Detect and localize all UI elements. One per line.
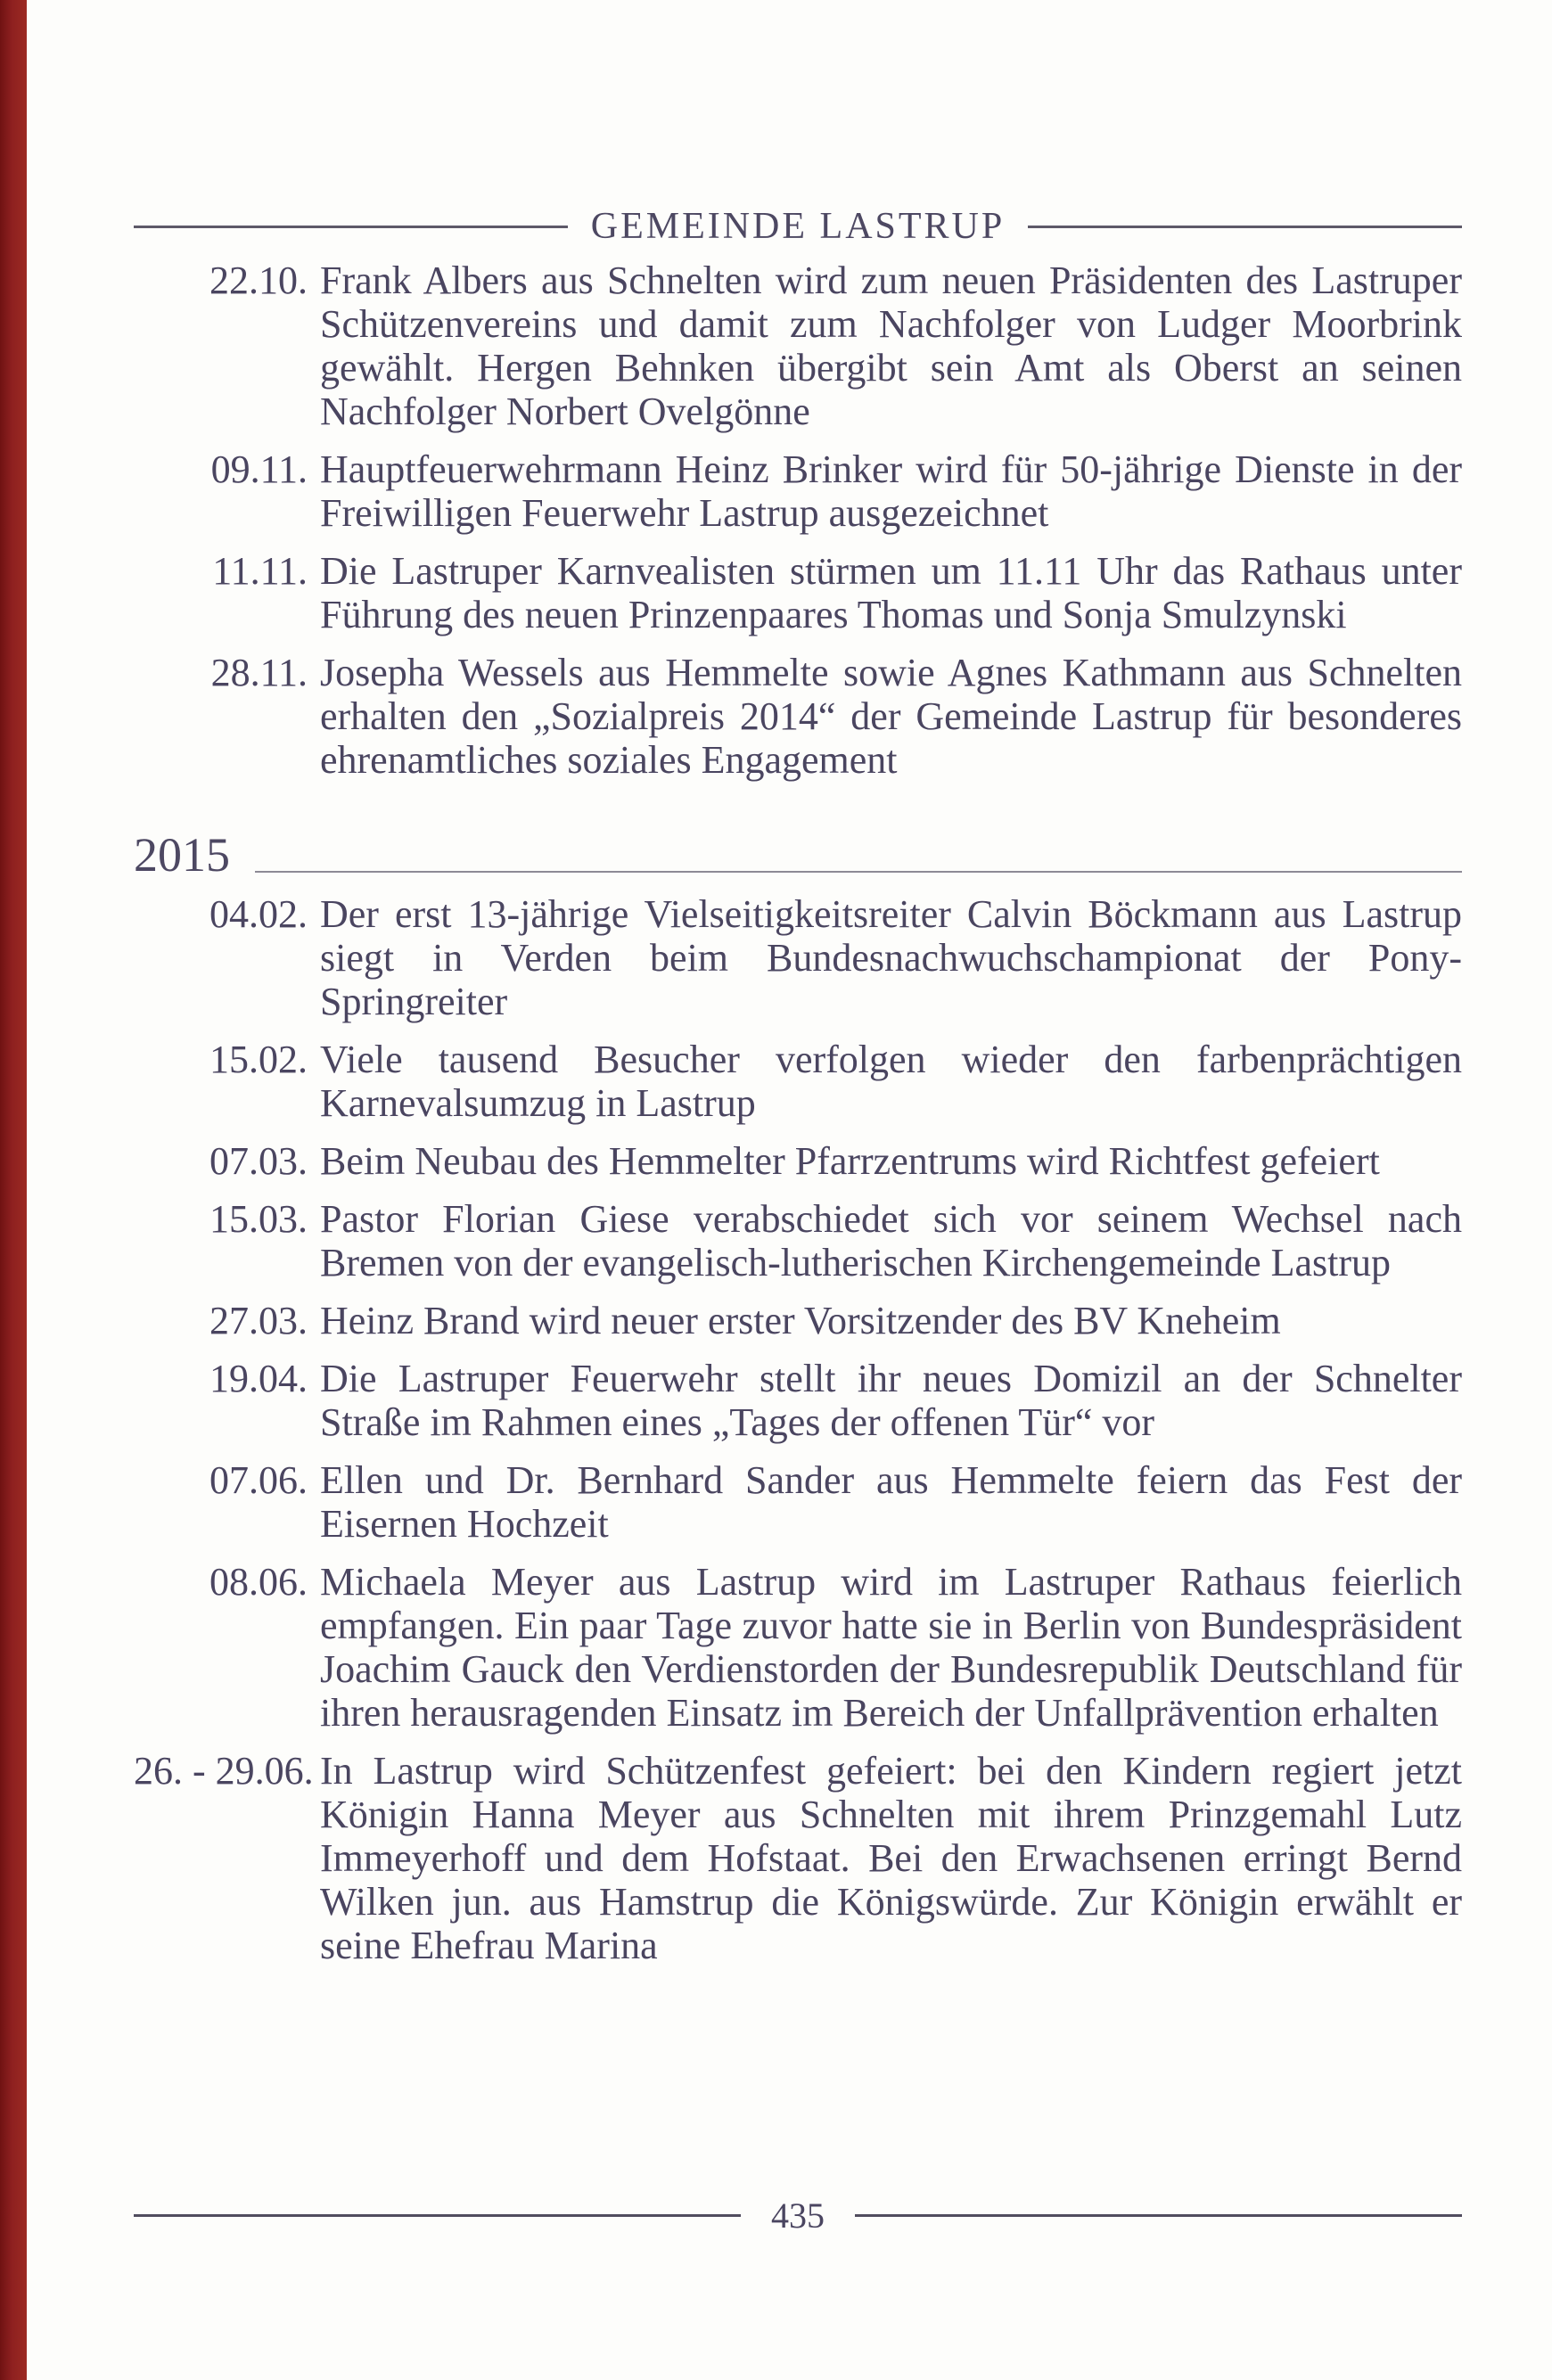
page-header: [134, 207, 1462, 246]
entry-row: [134, 259, 1462, 433]
header-rule-right: [1028, 226, 1462, 228]
entry-text: Frank Albers aus Schnelten wird zum neuen Präsidenten des Lastruper Schützenvereins und damit zum Nachfolger von Ludger Moorbrink gewählt. Hergen Behnken übergibt sein Amt als Oberst an seinen Nachfolger Norbert Ovelgönne: [320, 259, 1462, 433]
header-rule-left: [134, 226, 568, 228]
entry-text: Die Lastruper Karnvealisten stürmen um 11.11 Uhr das Rathaus unter Führung des neuen Prinzenpaares Thomas und Sonja Smulzynski: [320, 549, 1462, 636]
entry-row: [134, 1038, 1462, 1125]
entry-text: Ellen und Dr. Bernhard Sander aus Hemmelte feiern das Fest der Eisernen Hochzeit: [320, 1458, 1462, 1546]
entry-date: 08.06.: [209, 1560, 308, 1604]
header-title: GEMEINDE LASTRUP: [590, 206, 1006, 247]
entry-row: [134, 1139, 1462, 1183]
year-rule: [255, 871, 1462, 873]
entry-text: Josepha Wessels aus Hemmelte sowie Agnes Kathmann aus Schnelten erhalten den „Sozialpreis 2014“ der Gemeinde Lastrup für besonderes ehrenamtliches soziales Engagement: [320, 651, 1462, 782]
entry-text: Hauptfeuerwehrmann Heinz Brinker wird für 50-jährige Dienste in der Freiwilligen Feuerwehr Lastrup ausgezeichnet: [320, 447, 1462, 535]
entry-date: 15.03.: [209, 1197, 308, 1241]
entry-date: 22.10.: [209, 259, 308, 302]
chronicle: [134, 259, 1462, 1967]
entry-row: [134, 1197, 1462, 1284]
entry-date: 15.02.: [209, 1038, 308, 1081]
entry-text: In Lastrup wird Schützenfest gefeiert: bei den Kindern regiert jetzt Königin Hanna Meyer aus Schnelten mit ihrem Prinzgemahl Lutz Immeyerhoff und dem Hofstaat. Bei den Erwachsenen erringt Bernd Wilken jun. aus Hamstrup die Königswürde. Zur Königin erwählt er seine Ehefrau Marina: [320, 1749, 1462, 1967]
footer-rule-left: [134, 2214, 741, 2217]
page-content: [134, 0, 1462, 1982]
footer-rule-right: [855, 2214, 1462, 2217]
entry-date: 28.11.: [210, 651, 308, 694]
entry-text: Pastor Florian Giese verabschiedet sich vor seinem Wechsel nach Bremen von der evangelisch-lutherischen Kirchengemeinde Lastrup: [320, 1197, 1462, 1284]
entry-text: Beim Neubau des Hemmelter Pfarrzentrums wird Richtfest gefeiert: [320, 1139, 1380, 1183]
entry-row: [134, 549, 1462, 636]
scan-edge-stripe: [0, 0, 27, 2380]
entry-date: 11.11.: [212, 549, 308, 593]
entry-text: Der erst 13-jährige Vielseitigkeitsreiter Calvin Böckmann aus Lastrup siegt in Verden beim Bundesnachwuchschampionat der Pony-Springreiter: [320, 892, 1462, 1023]
entry-date: 19.04.: [209, 1357, 308, 1400]
entry-date: 26. - 29.06.: [134, 1749, 314, 1793]
entry-row: [134, 1299, 1462, 1342]
entry-date: 09.11.: [210, 447, 308, 491]
page-footer: [134, 2195, 1462, 2236]
entry-row: [134, 892, 1462, 1023]
entry-text: Viele tausend Besucher verfolgen wieder den farbenprächtigen Karnevalsumzug in Lastrup: [320, 1038, 1462, 1125]
entry-text: Die Lastruper Feuerwehr stellt ihr neues Domizil an der Schnelter Straße im Rahmen eines „Tages der offenen Tür“ vor: [320, 1357, 1462, 1444]
entry-date: 07.06.: [209, 1458, 308, 1502]
entry-row: [134, 1749, 1462, 1967]
entry-date: 07.03.: [209, 1139, 308, 1183]
page-number: 435: [771, 2195, 825, 2236]
entry-row: [134, 1560, 1462, 1735]
entry-text: Michaela Meyer aus Lastrup wird im Lastruper Rathaus feierlich empfangen. Ein paar Tage zuvor hatte sie in Berlin von Bundespräsident Joachim Gauck den Verdienstorden der Bundesrepublik Deutschland für ihren herausragenden Einsatz im Bereich der Unfallprävention erhalten: [320, 1560, 1462, 1735]
entry-date: 04.02.: [209, 892, 308, 936]
year-label: 2015: [134, 828, 230, 882]
entry-text: Heinz Brand wird neuer erster Vorsitzender des BV Kneheim: [320, 1299, 1281, 1342]
entry-row: [134, 1458, 1462, 1546]
entry-date: 27.03.: [209, 1299, 308, 1342]
entry-row: [134, 651, 1462, 782]
entry-row: [134, 1357, 1462, 1444]
entry-row: [134, 447, 1462, 535]
year-heading: [134, 830, 1462, 880]
